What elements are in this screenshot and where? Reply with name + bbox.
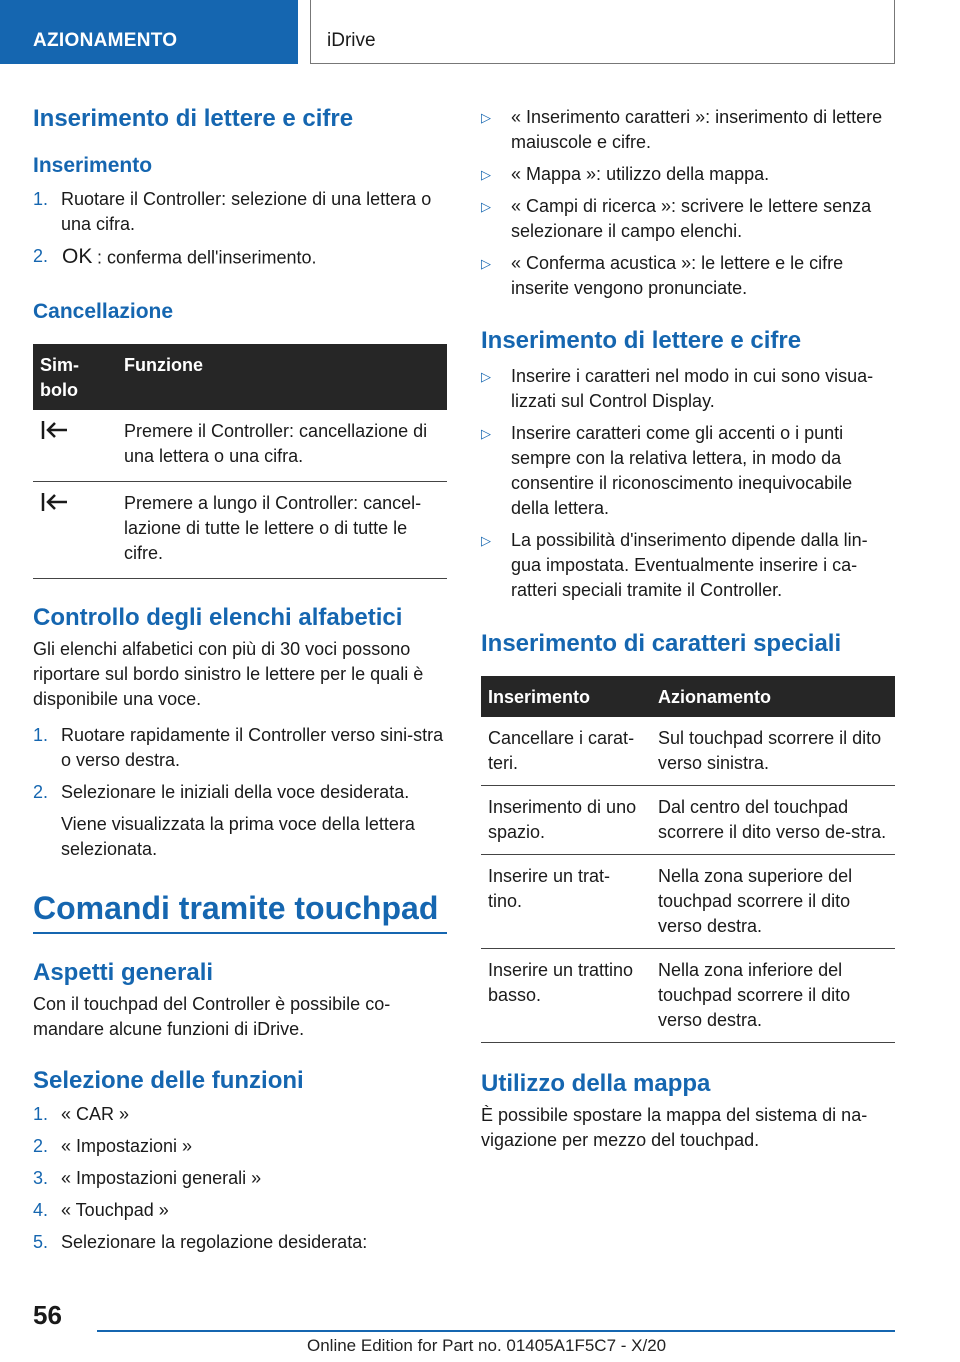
table-cell: Inserire un trattino basso. [481,949,651,1043]
table-row [481,786,895,855]
list-text: Ruotare il Controller: selezione di una lettera o una cifra. [61,189,432,234]
table-header-row [33,344,447,410]
list-text: « Impostazioni generali » [61,1168,262,1188]
list-item [33,1230,447,1255]
bullet-text: Inserire i caratteri nel modo in cui sono visua-lizzati sul Control Display. [511,366,874,411]
list-item [33,1198,447,1223]
right-column [481,105,895,1153]
table-cell: Nella zona superiore del touchpad scorrere il dito verso destra. [651,855,895,949]
bullet-item [481,421,895,521]
table-row [33,410,447,482]
option-text: « Inserimento caratteri »: inserimento di lettere maiuscole e cifre. [511,107,883,152]
table-cell-icon [33,482,117,579]
heading-touchpad: Comandi tramite touchpad [33,888,447,934]
heading-input-letters-2: Inserimento di lettere e cifre [481,327,802,354]
table-cell: Premere a lungo il Controller: cancel-lazione di tutte le lettere o di tutte le cifre. [117,482,447,579]
triangle-bullet-icon: ▷ [481,110,491,125]
bullet-text: La possibilità d'inserimento dipende dalla lin-gua impostata. Eventualmente inserire i ca-ratteri speciali tramite il Controller. [511,530,868,600]
header-section-label: AZIONAMENTO [33,30,178,51]
list-number: 3. [33,1168,49,1188]
bullet-item [481,528,895,603]
svg-text:OK: OK [62,245,93,266]
heading-cancellazione: Cancellazione [33,300,174,323]
alpha-note: Viene visualizzata la prima voce della lettera selezionata. [61,814,415,859]
table-header-cell: Inserimento [481,676,651,717]
table-cell: Nella zona inferiore del touchpad scorrere il dito verso destra. [651,949,895,1043]
list-number: 4. [33,1200,49,1220]
general-text: Con il touchpad del Controller è possibile co-mandare alcune funzioni di iDrive. [33,994,391,1039]
table-header-cell: Sim-bolo [33,344,117,410]
triangle-bullet-icon: ▷ [481,426,491,441]
list-item [33,723,447,773]
table-header-cell: Funzione [117,344,447,410]
footer-divider [97,1330,895,1332]
list-text: « Touchpad » [61,1200,169,1220]
list-number: 1. [33,189,49,209]
bullet-item [481,364,895,414]
heading-general: Aspetti generali [33,959,214,986]
list-text: Ruotare rapidamente il Controller verso sini-stra o verso destra. [61,725,444,770]
table-cell: Dal centro del touchpad scorrere il dito verso de-stra. [651,786,895,855]
triangle-bullet-icon: ▷ [481,199,491,214]
footer-edition: Online Edition for Part no. 01405A1F5C7 - X/20 [307,1336,667,1355]
table-cell: Inserire un trat-tino. [481,855,651,949]
table-row [481,717,895,786]
table-header-row [481,676,895,717]
delete-arrow-icon [40,497,70,517]
header-chapter-tab [310,0,895,64]
heading-alpha-lists: Controllo degli elenchi alfabetici [33,604,403,631]
list-text: : conferma dell'inserimento. [97,247,317,268]
option-item [481,105,895,155]
list-item [33,244,447,273]
cancel-table [33,344,447,579]
list-item [33,1102,447,1127]
option-text: « Conferma acustica »: le lettere e le cifre inserite vengono pronunciate. [511,253,844,298]
list-item [33,187,447,237]
alpha-intro: Gli elenchi alfabetici con più di 30 voci possono riportare sul bordo sinistro le lettere per le quali è disponibile una voce. [33,639,424,709]
ok-icon [61,244,97,273]
list-item [33,780,447,805]
bullet-text: Inserire caratteri come gli accenti o i punti sempre con la relativa lettera, in modo da consentire il riconoscimento inequivocabile della lettera. [511,423,853,518]
table-row [481,949,895,1043]
option-text: « Campi di ricerca »: scrivere le lettere senza selezionare il campo elenchi. [511,196,872,241]
table-cell: Inserimento di uno spazio. [481,786,651,855]
header-section-tab [0,0,298,64]
triangle-bullet-icon: ▷ [481,369,491,384]
list-item [33,1166,447,1191]
list-number: 1. [33,1104,49,1124]
table-cell: Premere il Controller: cancellazione di una lettera o una cifra. [117,410,447,482]
option-text: « Mappa »: utilizzo della mappa. [511,164,770,184]
list-item [33,1134,447,1159]
heading-input-letters: Inserimento di lettere e cifre [33,105,354,132]
list-number: 2. [33,1136,49,1156]
heading-inserimento: Inserimento [33,154,153,177]
map-text: È possibile spostare la mappa del sistema di na-vigazione per mezzo del touchpad. [481,1105,868,1150]
header-chapter-label: iDrive [327,30,376,51]
triangle-bullet-icon: ▷ [481,256,491,271]
delete-arrow-icon [40,425,70,445]
table-row [481,855,895,949]
list-number: 2. [33,246,49,266]
option-item [481,194,895,244]
table-cell: Cancellare i carat-teri. [481,717,651,786]
table-cell: Sul touchpad scorrere il dito verso sinistra. [651,717,895,786]
heading-map: Utilizzo della mappa [481,1070,711,1097]
list-number: 5. [33,1232,49,1252]
option-item [481,162,895,187]
special-chars-table [481,676,895,1043]
table-row [33,482,447,579]
heading-select-functions: Selezione delle funzioni [33,1067,304,1094]
list-text: « CAR » [61,1104,130,1124]
page-number: 56 [33,1300,62,1330]
left-column [33,96,447,1255]
list-text: Selezionare le iniziali della voce desiderata. [61,782,410,802]
triangle-bullet-icon: ▷ [481,533,491,548]
option-item [481,251,895,301]
list-number: 2. [33,782,49,802]
table-cell-icon [33,410,117,482]
heading-special-chars: Inserimento di caratteri speciali [481,630,842,657]
triangle-bullet-icon: ▷ [481,167,491,182]
list-text: « Impostazioni » [61,1136,193,1156]
list-text: Selezionare la regolazione desiderata: [61,1232,368,1252]
table-header-cell: Azionamento [651,676,895,717]
list-number: 1. [33,725,49,745]
